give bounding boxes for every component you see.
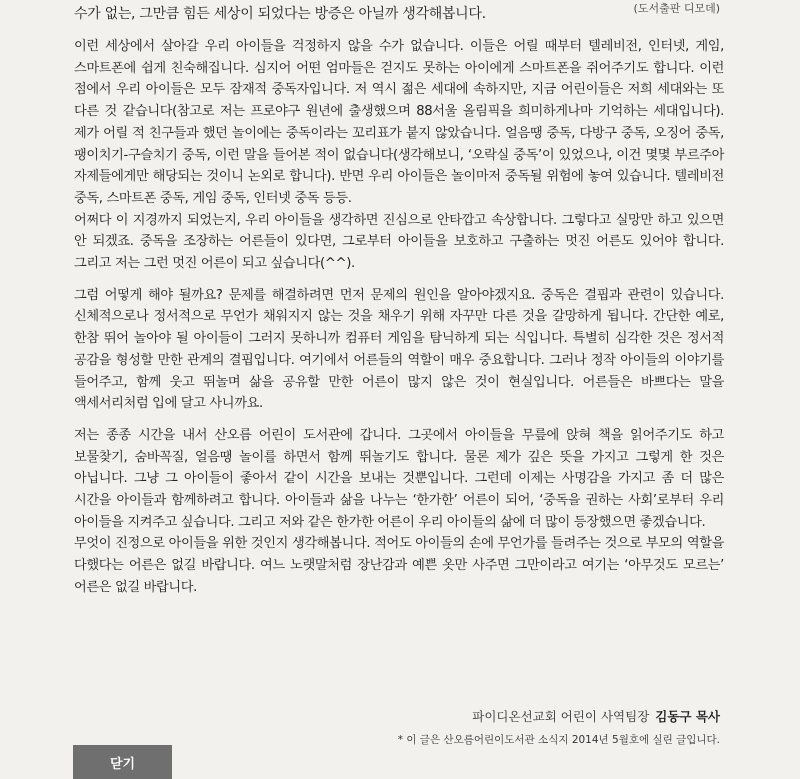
author-role: 파이디온선교회 어린이 사역팀장 [472, 709, 650, 724]
paragraph-text: 저는 종종 시간을 내서 산오름 어린이 도서관에 갑니다. 그곳에서 아이들을 무릎에 앉혀 책을 읽어주기도 하고 보물찾기, 숨바꼭질, 얼음땡 놀이를 하면서 함께 뛰놀기도 합니다. 물론 제가 깊은 뜻을 가지고 그렇게 한 것은 아닙니다. 그냥 그 아이들이 좋아서 같이 시간을 보내는 것뿐입니다. 그런데 이제는 사명감을 가지고 좀 더 많은 시간을 아이들과 함께하려고 합니다. 아이들과 삶을 나누는 ‘한가한’ 어른이 되어, ‘중독을 권하는 사회’로부터 우리 아이들을 지켜주고 싶습니다. 그리고 저와 같은 한가한 어른이 우리 아이들의 삶에 더 많이 등장했으면 좋겠습니다. [74, 427, 724, 530]
article-body [74, 36, 724, 609]
paragraph [74, 425, 724, 599]
paragraph-text: 그럼 어떻게 해야 될까요? 문제를 해결하려면 먼저 문제의 원인을 알아야겠지요. 중독은 결핍과 관련이 있습니다. 신체적으로나 정서적으로 무언가 채워지지 않는 것을 채우기 위해 자꾸만 다른 것을 갈망하게 됩니다. 간단한 예로, 한참 뛰어 놀아야 될 아이들이 그러지 못하니까 컴퓨터 게임을 탐닉하게 되는 식입니다. 특별히 심각한 것은 정서적 공감을 형성할 만한 관계의 결핍입니다. 여기에서 어른들의 역할이 매우 중요합니다. 그러나 정작 아이들의 이야기를 들어주고, 함께 웃고 뛰놀며 삶을 공유할 만한 어른이 많지 않은 것이 현실입니다. 어른들은 바쁘다는 말을 액세서리처럼 입에 달고 사니까요. [74, 287, 724, 412]
paragraph-text: 어쩌다 이 지경까지 되었는지, 우리 아이들을 생각하면 진심으로 안타깝고 속상합니다. 그렇다고 실망만 하고 있으면 안 되겠죠. 중독을 조장하는 어른들이 있다면, 그로부터 아이들을 보호하고 구출하는 멋진 어른도 있어야 합니다. 그리고 저는 그런 멋진 어른이 되고 싶습니다(^^). [74, 212, 724, 272]
author-name: 김동구 목사 [655, 709, 720, 724]
intro-last-line: 수가 없는, 그만큼 힘든 세상이 되었다는 방증은 아닐까 생각해봅니다. [74, 6, 486, 22]
paragraph-text: 이런 세상에서 살아갈 우리 아이들을 걱정하지 않을 수가 없습니다. 이들은 어릴 때부터 텔레비전, 인터넷, 게임, 스마트폰에 쉽게 친숙해집니다. 심지어 어떤 엄마들은 걷지도 못하는 아이에게 스마트폰을 쥐어주기도 합니다. 이런 점에서 우리 아이들은 모두 잠재적 중독자입니다. 저 역시 젊은 세대에 속하지만, 지금 어린이들은 저희 세대와는 또 다른 것 같습니다(참고로 저는 프로야구 원년에 출생했으며 88서울 올림픽을 희미하게나마 기억하는 세대입니다). 제가 어릴 적 친구들과 했던 놀이에는 중독이라는 꼬리표가 붙지 않았습니다. 얼음땡 중독, 다방구 중독, 오징어 중독, 팽이치기-구슬치기 중독, 이런 말을 들어본 적이 없습니다(생각해보니, ‘오락실 중독’이 있었으나, 이건 몇몇 부르주아 자제들에게만 해당되는 것이니 논외로 합니다). 반면 우리 아이들은 놀이마저 중독될 위험에 놓여 있습니다. 텔레비전 중독, 스마트폰 중독, 게임 중독, 인터넷 중독 등등. [74, 39, 724, 206]
footnote: * 이 글은 산오름어린이도서관 소식지 2014년 5월호에 실린 글입니다. [397, 734, 720, 746]
paragraph [74, 36, 724, 275]
paragraph [74, 285, 724, 415]
close-button[interactable]: 닫기 [73, 745, 172, 779]
intro-source: (도서출판 디모데) [633, 2, 720, 15]
paragraph-text: 무엇이 진정으로 아이들을 위한 것인지 생각해봅니다. 적어도 아이들의 손에 무언가를 들려주는 것으로 부모의 역할을 다했다는 어른은 없길 바랍니다. 여느 노랫말처럼 장난감과 예쁜 옷만 사주면 그만이라고 여기는 ‘아무것도 모르는’ 어른은 없길 바랍니다. [74, 536, 724, 595]
signature [472, 707, 720, 725]
